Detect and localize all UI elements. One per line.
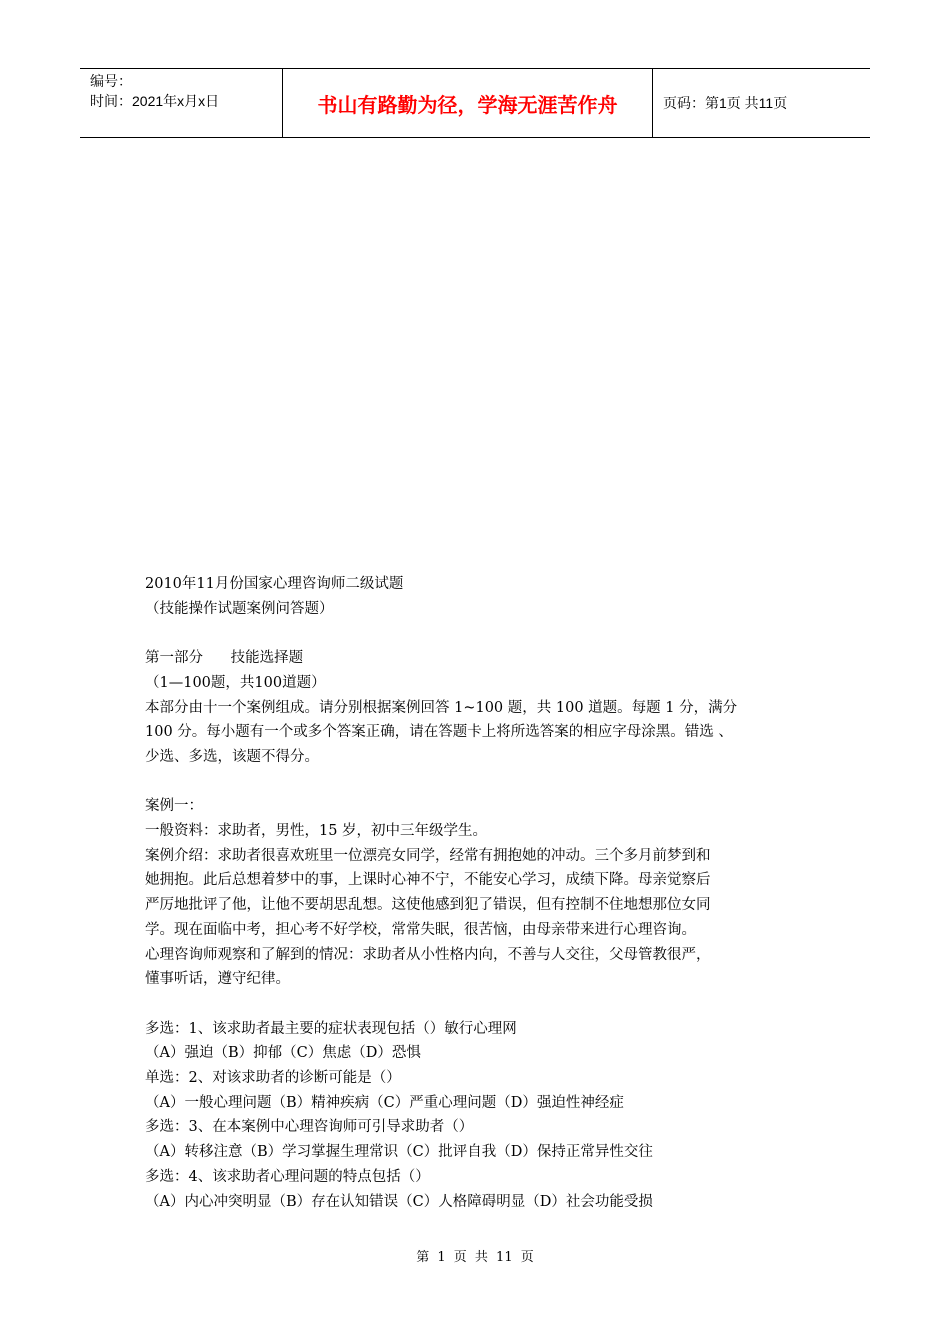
instructions-line: 本部分由十一个案例组成。请分别根据案例回答 1~100 题，共 100 道题。每题 1 分，满分 bbox=[145, 699, 738, 716]
header-meta-cell bbox=[80, 69, 282, 137]
number-label: 编号： bbox=[90, 73, 132, 89]
header-page-cell bbox=[653, 69, 870, 137]
part-title: 第一部分 技能选择题 bbox=[145, 650, 304, 667]
case-intro-line: 学。现在面临中考，担心考不好学校，常常失眠，很苦恼，由母亲带来进行心理咨询。 bbox=[145, 921, 696, 938]
motto-text: 书山有路勤为径，学海无涯苦作舟 bbox=[317, 92, 618, 117]
instructions-line: 100 分。每小题有一个或多个答案正确，请在答题卡上将所选答案的相应字母涂黑。错选 、 bbox=[145, 724, 733, 741]
document-subtitle: （技能操作试题案例问答题） bbox=[145, 600, 334, 617]
case-intro-line: 她拥抱。此后总想着梦中的事，上课时心神不宁，不能安心学习，成绩下降。母亲觉察后 bbox=[145, 872, 711, 889]
question-options: （A）强迫（B）抑郁（C）焦虑（D）恐惧 bbox=[145, 1045, 421, 1062]
page-info: 页码：第1页 共11页 bbox=[663, 95, 788, 111]
header-table bbox=[80, 68, 870, 138]
case-title: 案例一： bbox=[145, 798, 203, 815]
question-options: （A）一般心理问题（B）精神疾病（C）严重心理问题（D）强迫性神经症 bbox=[145, 1094, 624, 1111]
question-options: （A）转移注意（B）学习掌握生理常识（C）批评自我（D）保持正常异性交往 bbox=[145, 1144, 653, 1161]
question-text: 多选：1、该求助者最主要的症状表现包括（）敏行心理网 bbox=[145, 1020, 517, 1037]
document-title: 2010年11月份国家心理咨询师二级试题 bbox=[145, 576, 404, 592]
case-intro-line: 严厉地批评了他，让他不要胡思乱想。这使他感到犯了错误，但有控制不住地想那位女同 bbox=[145, 897, 711, 914]
footer-page-number: 第 1 页 共 11 页 bbox=[416, 1250, 534, 1265]
instructions-line: 少选、多选，该题不得分。 bbox=[145, 748, 319, 765]
header-motto-cell bbox=[282, 69, 653, 137]
case-intro-line: 案例介绍：求助者很喜欢班里一位漂亮女同学，经常有拥抱她的冲动。三个多月前梦到和 bbox=[145, 847, 711, 864]
time-label: 时间：2021年x月x日 bbox=[90, 93, 220, 109]
document-body bbox=[145, 572, 825, 1214]
question-text: 单选：2、对该求助者的诊断可能是（） bbox=[145, 1070, 401, 1087]
general-info: 一般资料：求助者，男性，15 岁，初中三年级学生。 bbox=[145, 823, 488, 839]
question-options: （A）内心冲突明显（B）存在认知错误（C）人格障碍明显（D）社会功能受损 bbox=[145, 1193, 653, 1210]
observation-line: 心理咨询师观察和了解到的情况：求助者从小性格内向，不善与人交往，父母管教很严， bbox=[145, 946, 711, 963]
part-range: （1—100题，共100道题） bbox=[145, 674, 326, 691]
page-footer bbox=[0, 1246, 950, 1265]
question-text: 多选：3、在本案例中心理咨询师可引导求助者（） bbox=[145, 1119, 474, 1136]
observation-line: 懂事听话，遵守纪律。 bbox=[145, 971, 290, 988]
question-text: 多选：4、该求助者心理问题的特点包括（） bbox=[145, 1168, 430, 1185]
